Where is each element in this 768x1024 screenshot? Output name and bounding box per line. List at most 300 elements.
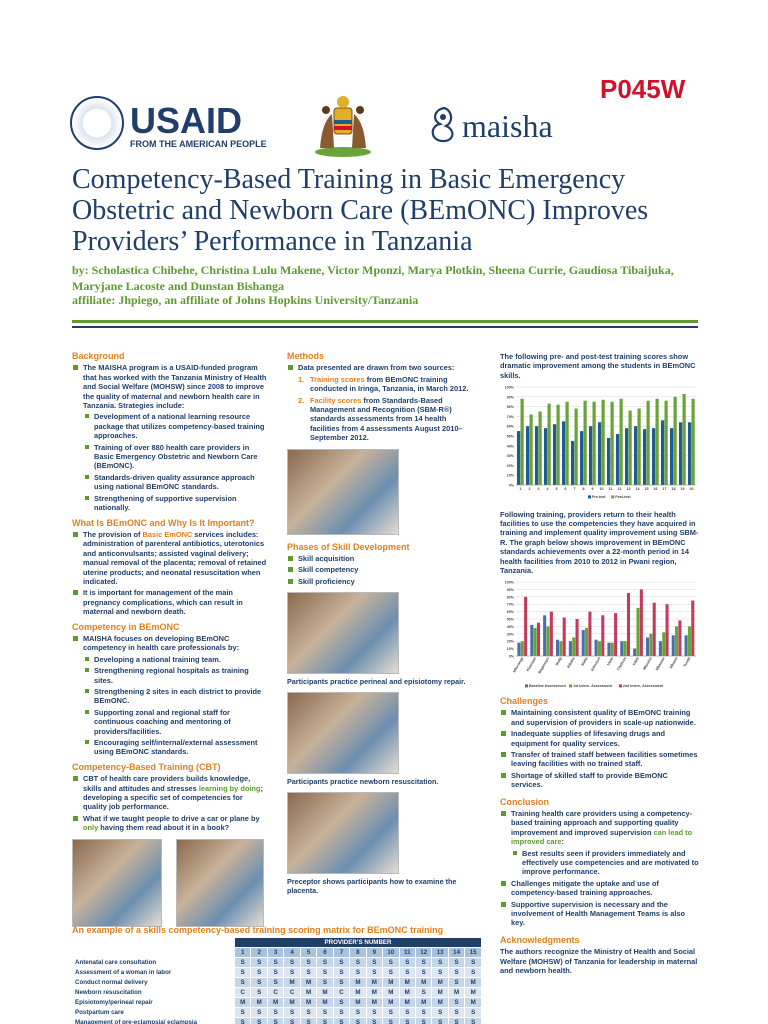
score-cell: S <box>432 1008 448 1018</box>
provider-number: 13 <box>432 948 448 958</box>
bar-post-test <box>674 397 677 485</box>
x-tick-label: Utete <box>606 656 615 667</box>
x-tick-label: 1 <box>519 487 522 492</box>
x-tick-label: 15 <box>644 487 649 492</box>
y-tick-label: 70% <box>506 603 514 608</box>
conclusion-list <box>500 809 700 928</box>
bar-1st-intern-assessment <box>559 642 562 657</box>
bar-pre-test <box>616 434 619 485</box>
bar-2nd-intern-assessment <box>627 594 630 657</box>
score-cell: S <box>317 1008 333 1018</box>
legend-swatch <box>611 496 614 499</box>
chart-pre-post-scores <box>500 383 700 501</box>
x-tick-label: Kibaha <box>566 656 576 670</box>
list-item: Shortage of skilled staff to provide BEmONC services. <box>500 771 700 790</box>
list-item: Developing a national training team. <box>83 655 268 664</box>
score-cell: S <box>383 968 399 978</box>
bar-pre-test <box>625 428 628 485</box>
list-item: Transfer of trained staff between facilities sometimes leaving facilities with no trained staff. <box>500 750 700 769</box>
score-cell: M <box>383 998 399 1008</box>
list-item: Data presented are drawn from two sources: 1. Training scores from BEmONC training conducted in Iringa, Tanzania, in March 2012. 2. Facility scores from Standards-Based Management and Recognition (SBM-R®) standards assessments from 14 health facilities from 4 assessments August 2010–September 2012. <box>287 363 473 442</box>
x-tick-label: 10 <box>599 487 604 492</box>
score-cell: M <box>465 998 482 1008</box>
y-tick-label: 80% <box>506 405 514 410</box>
score-cell: S <box>383 958 399 968</box>
bar-pre-test <box>553 424 556 485</box>
bar-baseline-assessment <box>530 625 533 656</box>
score-cell: S <box>267 968 283 978</box>
bar-2nd-intern-assessment <box>614 614 617 657</box>
x-tick-label: 13 <box>626 487 631 492</box>
score-cell: S <box>465 958 482 968</box>
methods-heading: Methods <box>287 351 324 361</box>
score-cell: M <box>415 998 431 1008</box>
score-cell: M <box>284 978 300 988</box>
score-cell: S <box>284 968 300 978</box>
authors: by: Scholastica Chibehe, Christina Lulu Makene, Victor Mponzi, Marya Plotkin, Sheena Currie, Gaudiosa Tibaijuka, Maryjane Lacoste and Dunstan Bishanga <box>72 263 674 293</box>
bar-baseline-assessment <box>569 642 572 657</box>
score-cell: S <box>267 978 283 988</box>
list-item: Strengthening regional hospitals as training sites. <box>83 666 268 685</box>
legend-swatch <box>619 685 622 688</box>
bar-baseline-assessment <box>517 643 520 656</box>
score-cell: S <box>465 968 482 978</box>
bar-post-test <box>584 401 587 485</box>
bar-post-test <box>593 402 596 485</box>
maisha-logo-icon <box>426 104 462 144</box>
score-cell: S <box>366 1018 382 1024</box>
y-tick-label: 100% <box>504 385 514 390</box>
y-tick-label: 0% <box>508 654 514 659</box>
y-tick-label: 20% <box>506 464 514 469</box>
score-cell: S <box>235 1018 251 1024</box>
usaid-seal-icon <box>70 96 124 150</box>
score-cell: S <box>235 978 251 988</box>
list-item: Training health care providers using a competency-based training approach and supporting quality improvement and improved supervision can lead to improved care: Best results seen if providers immediately and effectively use competencies and are motivated to improve performance. <box>500 809 700 877</box>
score-cell: S <box>350 958 366 968</box>
photo-newborn-resuscitation <box>287 692 399 774</box>
legend-swatch <box>588 496 591 499</box>
x-tick-label: Rufiji <box>554 656 563 667</box>
provider-number: 11 <box>399 948 415 958</box>
x-tick-label: Tumbi <box>682 656 692 669</box>
y-tick-label: 40% <box>506 625 514 630</box>
bar-pre-test <box>688 422 691 485</box>
bar-baseline-assessment <box>685 636 688 657</box>
score-cell: S <box>235 968 251 978</box>
score-cell: M <box>399 988 415 998</box>
bar-2nd-intern-assessment <box>666 605 669 657</box>
bar-2nd-intern-assessment <box>601 616 604 657</box>
bar-post-test <box>611 402 614 485</box>
list-item: It is important for management of the main pregnancy complications, which can result in maternal and newborn death. <box>72 588 268 616</box>
table-row <box>73 958 482 968</box>
y-tick-label: 10% <box>506 647 514 652</box>
bar-post-test <box>548 404 551 485</box>
what-is-heading: What Is BEmONC and Why Is It Important? <box>72 517 255 528</box>
provider-number: 3 <box>267 948 283 958</box>
x-tick-label: Chalinze <box>616 656 628 672</box>
bar-baseline-assessment <box>582 631 585 657</box>
legend-swatch <box>569 685 572 688</box>
x-tick-label: 4 <box>546 487 549 492</box>
photo-perineal-repair <box>287 592 399 674</box>
bar-2nd-intern-assessment <box>550 612 553 656</box>
legend-swatch <box>525 685 528 688</box>
bar-post-test <box>602 400 605 485</box>
photo-classroom <box>287 449 399 535</box>
x-tick-label: 5 <box>555 487 558 492</box>
score-cell: S <box>267 1018 283 1024</box>
score-cell: S <box>432 958 448 968</box>
bar-post-test <box>647 401 650 485</box>
list-item: The provision of Basic EmONC services includes: administration of parenteral antibiotics, uterotonics and anticonvulsants; assisted vaginal delivery; manual removal of the placenta; removal of retained uterine products; and neonatal resuscitation when indicated. <box>72 530 268 586</box>
provider-number: 10 <box>383 948 399 958</box>
score-cell: S <box>350 1018 366 1024</box>
caption-placenta: Preceptor shows participants how to examine the placenta. <box>287 877 457 896</box>
score-cell: S <box>235 958 251 968</box>
x-tick-label: Mlandizi <box>642 656 653 672</box>
bar-pre-test <box>643 429 646 485</box>
score-cell: S <box>366 968 382 978</box>
score-cell: S <box>399 958 415 968</box>
phases-heading: Phases of Skill Development <box>287 541 410 552</box>
poster-title: Competency-Based Training in Basic Emergency Obstetric and Newborn Care (BEmONC) Improves Providers’ Performance in Tanzania <box>72 164 649 257</box>
score-cell: M <box>300 988 316 998</box>
y-tick-label: 70% <box>506 415 514 420</box>
score-cell: S <box>399 968 415 978</box>
score-cell: S <box>251 968 267 978</box>
photo-training-1 <box>72 839 162 927</box>
y-tick-label: 30% <box>506 632 514 637</box>
score-cell: S <box>267 1008 283 1018</box>
y-tick-label: 50% <box>506 617 514 622</box>
bar-1st-intern-assessment <box>546 627 549 657</box>
bar-1st-intern-assessment <box>675 627 678 657</box>
x-tick-label: Kibiti <box>632 656 641 667</box>
score-cell: S <box>300 1018 316 1024</box>
matrix-corner <box>73 948 235 958</box>
score-cell: S <box>448 998 464 1008</box>
score-cell: S <box>448 1018 464 1024</box>
bar-post-test <box>530 415 533 486</box>
bar-post-test <box>665 401 668 485</box>
list-item: Supporting zonal and regional staff for continuous coaching and mentoring of providers/facilities. <box>83 708 268 736</box>
x-tick-label: Mbwewe <box>654 656 666 672</box>
bar-2nd-intern-assessment <box>678 621 681 657</box>
bar-2nd-intern-assessment <box>576 619 579 656</box>
x-tick-label: 17 <box>662 487 667 492</box>
bar-pre-test <box>652 428 655 485</box>
score-cell: S <box>415 1008 431 1018</box>
cbt-list <box>72 774 268 832</box>
score-cell: S <box>267 958 283 968</box>
list-item: MAISHA focuses on developing BEmONC competency in health care professionals by: Developing a national training team. Strengthening regional hospitals as training sites. Strengthening 2 sites in each district to provide BEmONC. Supporting zonal and regional staff for continuous coaching and mentoring of providers/facilities. Encouraging self/internal/external assessment using BEmONC standards. <box>72 634 268 757</box>
score-cell: S <box>284 958 300 968</box>
list-item: What if we taught people to drive a car or plane by only having them read about it in a book? <box>72 814 268 833</box>
photo-placenta <box>287 792 399 874</box>
bar-2nd-intern-assessment <box>524 597 527 656</box>
x-tick-label: Bagamoyo <box>537 656 551 675</box>
score-cell: S <box>432 1018 448 1024</box>
score-cell: S <box>317 978 333 988</box>
bar-baseline-assessment <box>646 638 649 657</box>
list-item: Strengthening 2 sites in each district to provide BEmONC. <box>83 687 268 706</box>
score-cell: S <box>415 1018 431 1024</box>
score-cell: M <box>350 978 366 988</box>
bar-post-test <box>692 399 695 485</box>
y-tick-label: 60% <box>506 610 514 615</box>
bar-post-test <box>575 409 578 485</box>
table-row <box>73 978 482 988</box>
x-tick-label: 7 <box>573 487 576 492</box>
score-cell: S <box>448 978 464 988</box>
activity-label: Postpartum care <box>73 1008 235 1018</box>
score-cell: S <box>333 1008 349 1018</box>
table-row <box>73 1008 482 1018</box>
score-cell: S <box>284 1008 300 1018</box>
bar-pre-test <box>562 422 565 486</box>
bar-pre-test <box>634 426 637 485</box>
legend-label: 2nd Intern. Assessment <box>622 684 664 689</box>
score-cell: S <box>383 1018 399 1024</box>
score-cell: S <box>251 988 267 998</box>
bar-pre-test <box>589 426 592 485</box>
score-cell: S <box>251 958 267 968</box>
bar-2nd-intern-assessment <box>691 601 694 657</box>
acknowledgments-heading: Acknowledgments <box>500 934 580 945</box>
bar-pre-test <box>544 428 547 485</box>
maisha-logo: maisha <box>462 108 553 144</box>
cbt-heading: Competency-Based Training (CBT) <box>72 761 221 772</box>
bar-pre-test <box>679 422 682 485</box>
activity-label: Conduct normal delivery <box>73 978 235 988</box>
score-cell: C <box>267 988 283 998</box>
bar-1st-intern-assessment <box>598 642 601 657</box>
score-cell: S <box>465 1018 482 1024</box>
y-tick-label: 20% <box>506 640 514 645</box>
x-tick-label: 18 <box>671 487 676 492</box>
y-tick-label: 30% <box>506 454 514 459</box>
bar-1st-intern-assessment <box>572 638 575 657</box>
score-cell: M <box>350 998 366 1008</box>
table-row <box>73 998 482 1008</box>
bar-pre-test <box>526 426 529 485</box>
score-cell: M <box>383 988 399 998</box>
poster-code: P045W <box>600 74 686 104</box>
tanzania-coat-of-arms-icon <box>312 92 374 158</box>
list-item: Maintaining consistent quality of BEmONC training and supervision of providers in scale-up nationwide. <box>500 708 700 727</box>
list-item: Inadequate supplies of lifesaving drugs and equipment for quality services. <box>500 729 700 748</box>
activity-label: Assessment of a woman in labor <box>73 968 235 978</box>
y-tick-label: 90% <box>506 588 514 593</box>
score-cell: M <box>366 978 382 988</box>
bar-2nd-intern-assessment <box>588 612 591 656</box>
score-cell: M <box>432 978 448 988</box>
list-item: CBT of health care providers builds knowledge, skills and attitudes and stresses learning by doing; developing a specific set of competencies for quality job performance. <box>72 774 268 812</box>
score-cell: M <box>399 978 415 988</box>
bar-pre-test <box>607 438 610 485</box>
provider-number: 8 <box>350 948 366 958</box>
photo-training-2 <box>176 839 264 927</box>
score-cell: S <box>251 978 267 988</box>
y-tick-label: 10% <box>506 473 514 478</box>
x-tick-label: Mkoani <box>668 656 679 670</box>
y-tick-label: 50% <box>506 434 514 439</box>
provider-number: 4 <box>284 948 300 958</box>
score-cell: M <box>415 978 431 988</box>
table-row <box>73 968 482 978</box>
score-cell: S <box>399 1018 415 1024</box>
bar-baseline-assessment <box>672 636 675 657</box>
provider-number: 14 <box>448 948 464 958</box>
divider-blue <box>72 326 698 328</box>
score-cell: M <box>399 998 415 1008</box>
bar-1st-intern-assessment <box>534 628 537 656</box>
score-cell: M <box>366 998 382 1008</box>
divider-green <box>72 320 698 323</box>
list-item: Skill proficiency <box>287 577 473 586</box>
column-middle <box>287 352 473 901</box>
score-cell: M <box>383 978 399 988</box>
score-cell: S <box>448 968 464 978</box>
score-cell: M <box>317 988 333 998</box>
matrix-header: PROVIDER’S NUMBER <box>235 938 482 948</box>
conclusion-heading: Conclusion <box>500 796 549 807</box>
score-cell: S <box>448 1008 464 1018</box>
competency-heading: Competency in BEmONC <box>72 621 180 632</box>
score-cell: S <box>300 968 316 978</box>
bar-pre-test <box>580 431 583 485</box>
table-row <box>73 988 482 998</box>
bar-baseline-assessment <box>543 616 546 657</box>
bar-1st-intern-assessment <box>688 627 691 657</box>
list-item: Skill competency <box>287 565 473 574</box>
y-tick-label: 40% <box>506 444 514 449</box>
score-cell: M <box>465 988 482 998</box>
provider-number: 9 <box>366 948 382 958</box>
score-cell: S <box>415 988 431 998</box>
bar-post-test <box>656 399 659 485</box>
score-cell: C <box>333 988 349 998</box>
provider-number: 7 <box>333 948 349 958</box>
list-item: Skill acquisition <box>287 554 473 563</box>
x-tick-label: 9 <box>591 487 594 492</box>
acknowledgments-text: The authors recognize the Ministry of Health and Social Welfare (MOHSW) of Tanzania for leadership in maternal and newborn health. <box>500 947 698 976</box>
bar-2nd-intern-assessment <box>640 590 643 657</box>
score-cell: S <box>251 1008 267 1018</box>
score-cell: M <box>251 998 267 1008</box>
competency-list <box>72 634 268 757</box>
bar-baseline-assessment <box>633 649 636 656</box>
legend-label: Baseline Assessment <box>529 684 566 689</box>
bar-pre-test <box>571 441 574 485</box>
x-tick-label: 11 <box>608 487 613 492</box>
legend-label: Pre-test <box>592 495 606 500</box>
x-tick-label: Mkuranga <box>512 656 525 674</box>
list-item: Development of a national learning resource package that utilizes competency-based training approaches. <box>83 412 268 440</box>
bar-2nd-intern-assessment <box>537 623 540 656</box>
y-tick-label: 90% <box>506 395 514 400</box>
background-list <box>72 363 268 512</box>
bar-1st-intern-assessment <box>636 608 639 656</box>
bar-post-test <box>539 412 542 486</box>
provider-number: 1 <box>235 948 251 958</box>
challenges-list <box>500 708 700 789</box>
bar-post-test <box>620 399 623 485</box>
list-item: 2. Facility scores from Standards-Based Management and Recognition (SBM-R®) standards assessments from 14 health facilities from 4 assessments August 2010–September 2012. <box>298 395 463 443</box>
bar-pre-test <box>598 422 601 485</box>
list-item: Encouraging self/internal/external assessment using BEmONC standards. <box>83 738 268 757</box>
score-cell: S <box>415 958 431 968</box>
x-tick-label: Kisarawe <box>525 656 538 673</box>
score-cell: M <box>267 998 283 1008</box>
score-cell: M <box>465 978 482 988</box>
activity-label: Antenatal care consultation <box>73 958 235 968</box>
score-cell: M <box>300 978 316 988</box>
results-intro-2: Following training, providers return to their health facilities to use the competencies they have acquired in training and implement quality improvement using SBM-R. The graph below shows improvement in BEmONC standards achievements over a 22-month period in 14 health facilities from 2010 to 2012 in Pwani region, Tanzania. <box>500 509 699 576</box>
provider-number: 2 <box>251 948 267 958</box>
list-item: 1. Training scores from BEmONC training conducted in Iringa, Tanzania, in March 2012. <box>298 374 469 394</box>
score-cell: S <box>432 968 448 978</box>
legend-label: 1st Intern. Assessment <box>573 684 613 689</box>
challenges-heading: Challenges <box>500 695 549 706</box>
score-cell: M <box>300 998 316 1008</box>
activity-label: Episiotomy/perineal repair <box>73 998 235 1008</box>
bar-1st-intern-assessment <box>624 642 627 657</box>
bar-baseline-assessment <box>620 642 623 657</box>
activity-label: Newborn resuscitation <box>73 988 235 998</box>
bar-post-test <box>557 405 560 485</box>
bar-post-test <box>521 399 524 485</box>
caption-newborn: Participants practice newborn resuscitation. <box>287 777 439 787</box>
x-tick-label: Kilindoni <box>590 656 602 673</box>
x-tick-label: 3 <box>537 487 540 492</box>
score-cell: M <box>366 988 382 998</box>
provider-number: 15 <box>465 948 482 958</box>
score-cell: S <box>333 978 349 988</box>
x-tick-label: 6 <box>564 487 567 492</box>
y-tick-label: 0% <box>508 483 514 488</box>
score-cell: M <box>350 988 366 998</box>
bar-baseline-assessment <box>595 640 598 656</box>
background-heading: Background <box>72 351 125 361</box>
score-cell: C <box>284 988 300 998</box>
x-tick-label: 12 <box>617 487 622 492</box>
usaid-logo: USAID <box>130 100 243 141</box>
methods-list <box>287 363 473 442</box>
bar-1st-intern-assessment <box>585 628 588 656</box>
score-cell: M <box>432 988 448 998</box>
bar-baseline-assessment <box>556 640 559 656</box>
bar-post-test <box>638 409 641 485</box>
bar-baseline-assessment <box>607 643 610 656</box>
score-cell: S <box>317 968 333 978</box>
list-item: Strengthening of supportive supervision nationally. <box>83 494 268 513</box>
bar-2nd-intern-assessment <box>653 603 656 656</box>
score-cell: S <box>399 1008 415 1018</box>
bar-2nd-intern-assessment <box>563 618 566 656</box>
bar-post-test <box>683 394 686 485</box>
matrix-corner <box>73 938 235 948</box>
score-cell: S <box>383 1008 399 1018</box>
score-cell: S <box>333 968 349 978</box>
chart-facility-assessments <box>500 578 700 690</box>
activity-label: Management of pre-eclampsia/ eclampsia <box>73 1018 235 1024</box>
what-is-list <box>72 530 268 617</box>
matrix-title: An example of a skills competency-based training scoring matrix for BEmONC training <box>72 925 444 935</box>
bar-1st-intern-assessment <box>649 634 652 656</box>
